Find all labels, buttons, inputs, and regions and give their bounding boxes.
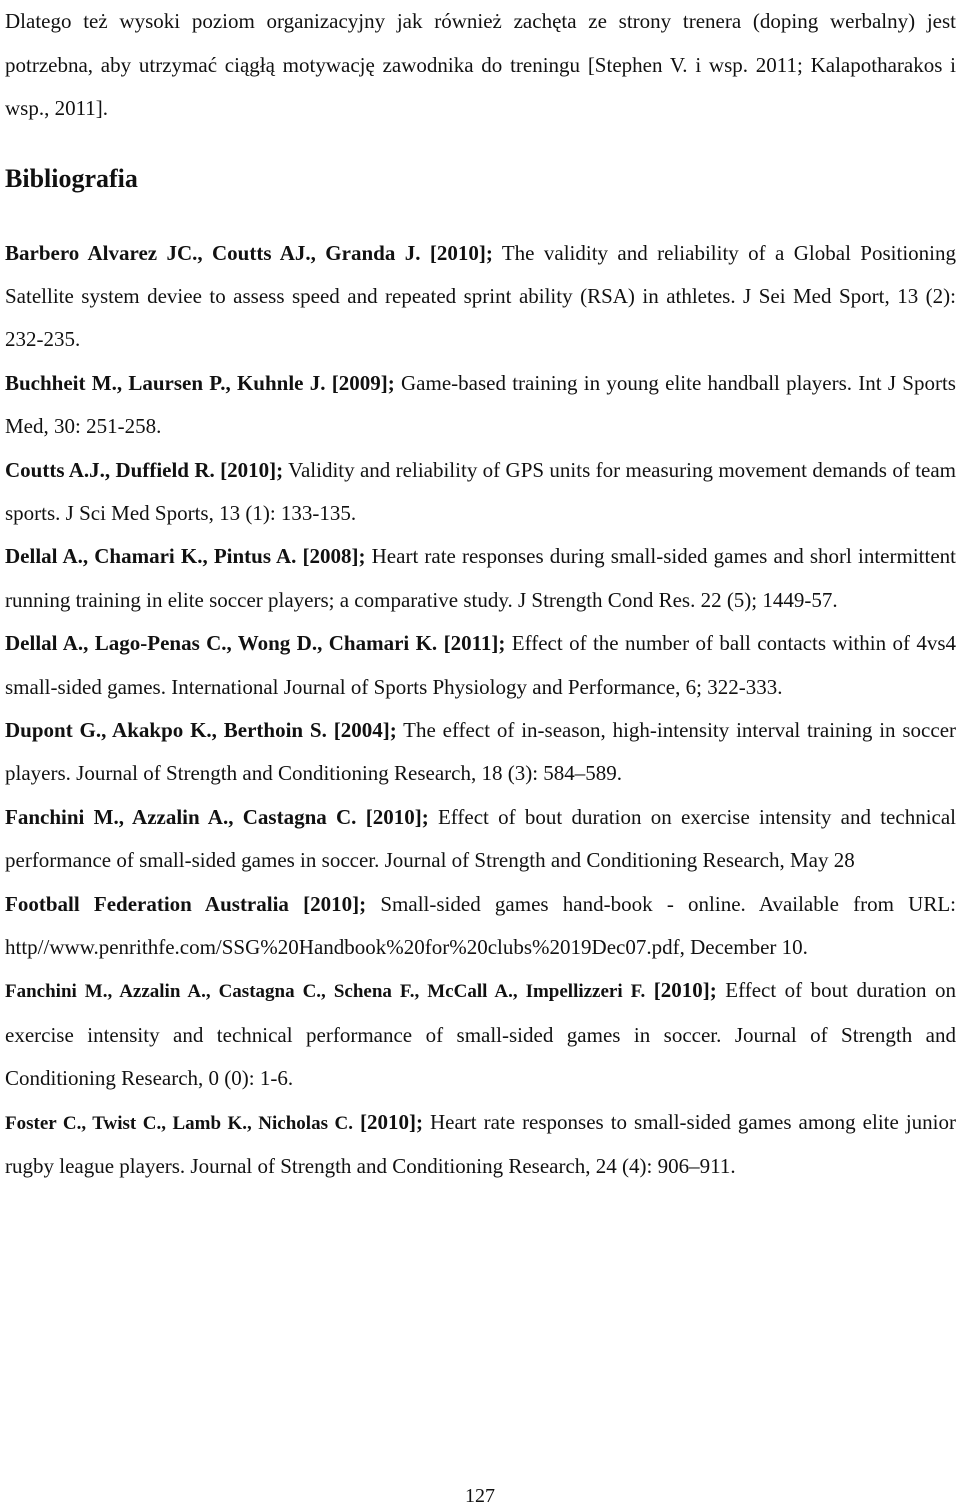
bibliography-heading: Bibliografia	[5, 163, 138, 193]
reference-authors: Football Federation Australia	[5, 891, 289, 916]
reference-year: [2011];	[443, 631, 506, 656]
reference-entry	[5, 796, 956, 883]
reference-authors: Foster C., Twist C., Lamb K., Nicholas C.	[5, 1112, 353, 1134]
reference-entry	[5, 883, 956, 970]
reference-year: [2004];	[333, 717, 397, 742]
reference-authors: Dellal A., Lago-Penas C., Wong D., Chamari K.	[5, 631, 438, 656]
reference-authors: Fanchini M., Azzalin A., Castagna C.	[5, 804, 357, 829]
reference-text: Game-based training in young elite handball players. Int J Sports Med, 30: 251-258.	[5, 370, 956, 439]
reference-authors: Coutts A.J., Duffield R.	[5, 457, 215, 482]
reference-entry	[5, 969, 956, 1100]
document-page	[5, 0, 956, 1188]
reference-year: [2010];	[653, 978, 717, 1003]
reference-entry	[5, 622, 956, 709]
reference-text: Effect of bout duration on exercise intensity and technical performance of small-sided games in soccer. Journal of Strength and Conditioning Research, May 28	[5, 804, 957, 873]
reference-authors: Buchheit M., Laursen P., Kuhnle J.	[5, 370, 326, 395]
reference-authors: Fanchini M., Azzalin A., Castagna C., Schena F., McCall A., Impellizzeri F.	[5, 981, 646, 1003]
reference-authors: Barbero Alvarez JC., Coutts AJ., Granda J.	[5, 240, 421, 265]
reference-year: [2010];	[359, 1109, 423, 1134]
reference-entry	[5, 1101, 956, 1189]
reference-entry	[5, 535, 956, 622]
reference-authors: Dellal A., Chamari K., Pintus A.	[5, 544, 297, 569]
reference-text: Heart rate responses to small-sided games among elite junior rugby league players. Journal of Strength and Conditioning Research, 24 (4): 906–911.	[5, 1109, 956, 1179]
reference-text: The validity and reliability of a Global Positioning Satellite system deviee to assess speed and repeated sprint ability (RSA) in athletes. J Sei Med Sport, 13 (2): 232-235.	[5, 240, 956, 352]
page-number: 127	[465, 1485, 495, 1507]
reference-year: [2009];	[331, 370, 395, 395]
reference-entry	[5, 362, 956, 449]
reference-list	[5, 232, 956, 1189]
reference-year: [2010];	[303, 891, 367, 916]
reference-entry	[5, 232, 956, 362]
reference-entry	[5, 449, 956, 536]
reference-text: Heart rate responses during small-sided games and shorl intermittent running training in elite soccer players; a comparative study. J Strength Cond Res. 22 (5); 1449-57.	[5, 544, 956, 612]
reference-year: [2010];	[220, 457, 284, 482]
reference-year: [2010];	[429, 240, 493, 265]
reference-year: [2010];	[365, 804, 429, 829]
reference-text: Small-sided games hand-book - online. Available from URL: http//www.penrithfe.com/SSG%20Handbook%20for%20clubs%2019Dec07.pdf, December 10.	[5, 891, 957, 959]
reference-text: Validity and reliability of GPS units for measuring movement demands of team sports. J Sci Med Sports, 13 (1): 133-135.	[5, 457, 957, 525]
reference-text: Effect of the number of ball contacts within of 4vs4 small-sided games. International Journal of Sports Physiology and Performance, 6; 322-333.	[5, 631, 957, 699]
reference-entry	[5, 709, 956, 796]
intro-paragraph: Dlatego też wysoki poziom organizacyjny jak również zachęta ze strony trenera (doping werbalny) jest potrzebna, aby utrzymać ciągłą motywację zawodnika do treningu [Stephen V. i wsp. 2011; Kalapotharakos i wsp., 2011].	[5, 9, 956, 120]
reference-authors: Dupont G., Akakpo K., Berthoin S.	[5, 717, 327, 742]
reference-text: The effect of in-season, high-intensity interval training in soccer players. Journal of Strength and Conditioning Research, 18 (3): 584–589.	[5, 717, 957, 786]
reference-text: Effect of bout duration on exercise intensity and technical performance of small-sided games in soccer. Journal of Strength and Conditioning Research, 0 (0): 1-6.	[5, 978, 957, 1091]
reference-year: [2008];	[302, 544, 366, 569]
